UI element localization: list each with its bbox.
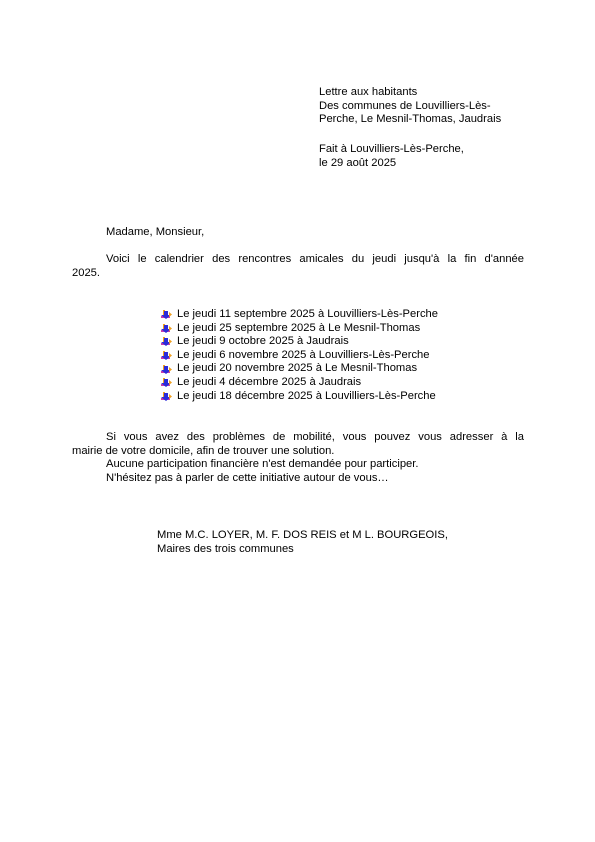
arrow-bullet-icon: [160, 377, 174, 388]
mobility-line: N'hésitez pas à parler de cette initiative autour de vous…: [106, 471, 389, 484]
meeting-date: Le jeudi 4 décembre 2025 à Jaudrais: [177, 375, 362, 388]
recipient-block: [319, 86, 549, 127]
date-line: le 29 août 2025: [319, 156, 397, 169]
arrow-bullet-icon: [160, 323, 174, 334]
recipient-line: Perche, Le Mesnil-Thomas, Jaudrais: [319, 113, 502, 126]
recipient-line: Lettre aux habitants: [319, 86, 418, 98]
meeting-date: Le jeudi 25 septembre 2025 à Le Mesnil-Thomas: [177, 321, 421, 334]
arrow-bullet-icon: [160, 364, 174, 375]
intro-line: 2025.: [72, 266, 100, 279]
intro-paragraph: [72, 253, 524, 280]
arrow-bullet-icon: [160, 336, 174, 347]
mobility-paragraph: [72, 431, 524, 485]
list-item: [160, 390, 438, 404]
meeting-date: Le jeudi 11 septembre 2025 à Louvilliers-Lès-Perche: [177, 308, 438, 320]
signatory-title: Maires des trois communes: [157, 542, 294, 555]
list-item: [160, 376, 438, 390]
place-line: Fait à Louvilliers-Lès-Perche,: [319, 143, 464, 155]
place-date-block: [319, 143, 549, 170]
mobility-line: mairie de votre domicile, afin de trouver une solution.: [72, 444, 335, 457]
meeting-date: Le jeudi 9 octobre 2025 à Jaudrais: [177, 335, 349, 348]
list-item: [160, 335, 438, 349]
arrow-bullet-icon: [160, 391, 174, 402]
meeting-date: Le jeudi 18 décembre 2025 à Louvilliers-Lès-Perche: [177, 389, 436, 402]
salutation: Madame, Monsieur,: [106, 226, 205, 238]
arrow-bullet-icon: [160, 350, 174, 361]
mobility-line: Aucune participation financière n'est demandée pour participer.: [106, 458, 419, 471]
signatory-names: Mme M.C. LOYER, M. F. DOS REIS et M L. BOURGEOIS,: [157, 529, 448, 541]
list-item: [160, 322, 438, 336]
list-item: [160, 349, 438, 363]
recipient-line: Des communes de Louvilliers-Lès-: [319, 99, 491, 112]
mobility-line: Si vous avez des problèmes de mobilité, vous pouvez vous adresser à la: [106, 431, 524, 443]
meeting-date: Le jeudi 20 novembre 2025 à Le Mesnil-Thomas: [177, 362, 418, 375]
meeting-dates-list: [160, 308, 438, 403]
intro-line: Voici le calendrier des rencontres amicales du jeudi jusqu'à la fin d'année: [106, 253, 524, 265]
list-item: [160, 308, 438, 322]
arrow-bullet-icon: [160, 309, 174, 320]
list-item: [160, 362, 438, 376]
meeting-date: Le jeudi 6 novembre 2025 à Louvilliers-Lès-Perche: [177, 348, 430, 361]
signature-block: [157, 529, 497, 556]
